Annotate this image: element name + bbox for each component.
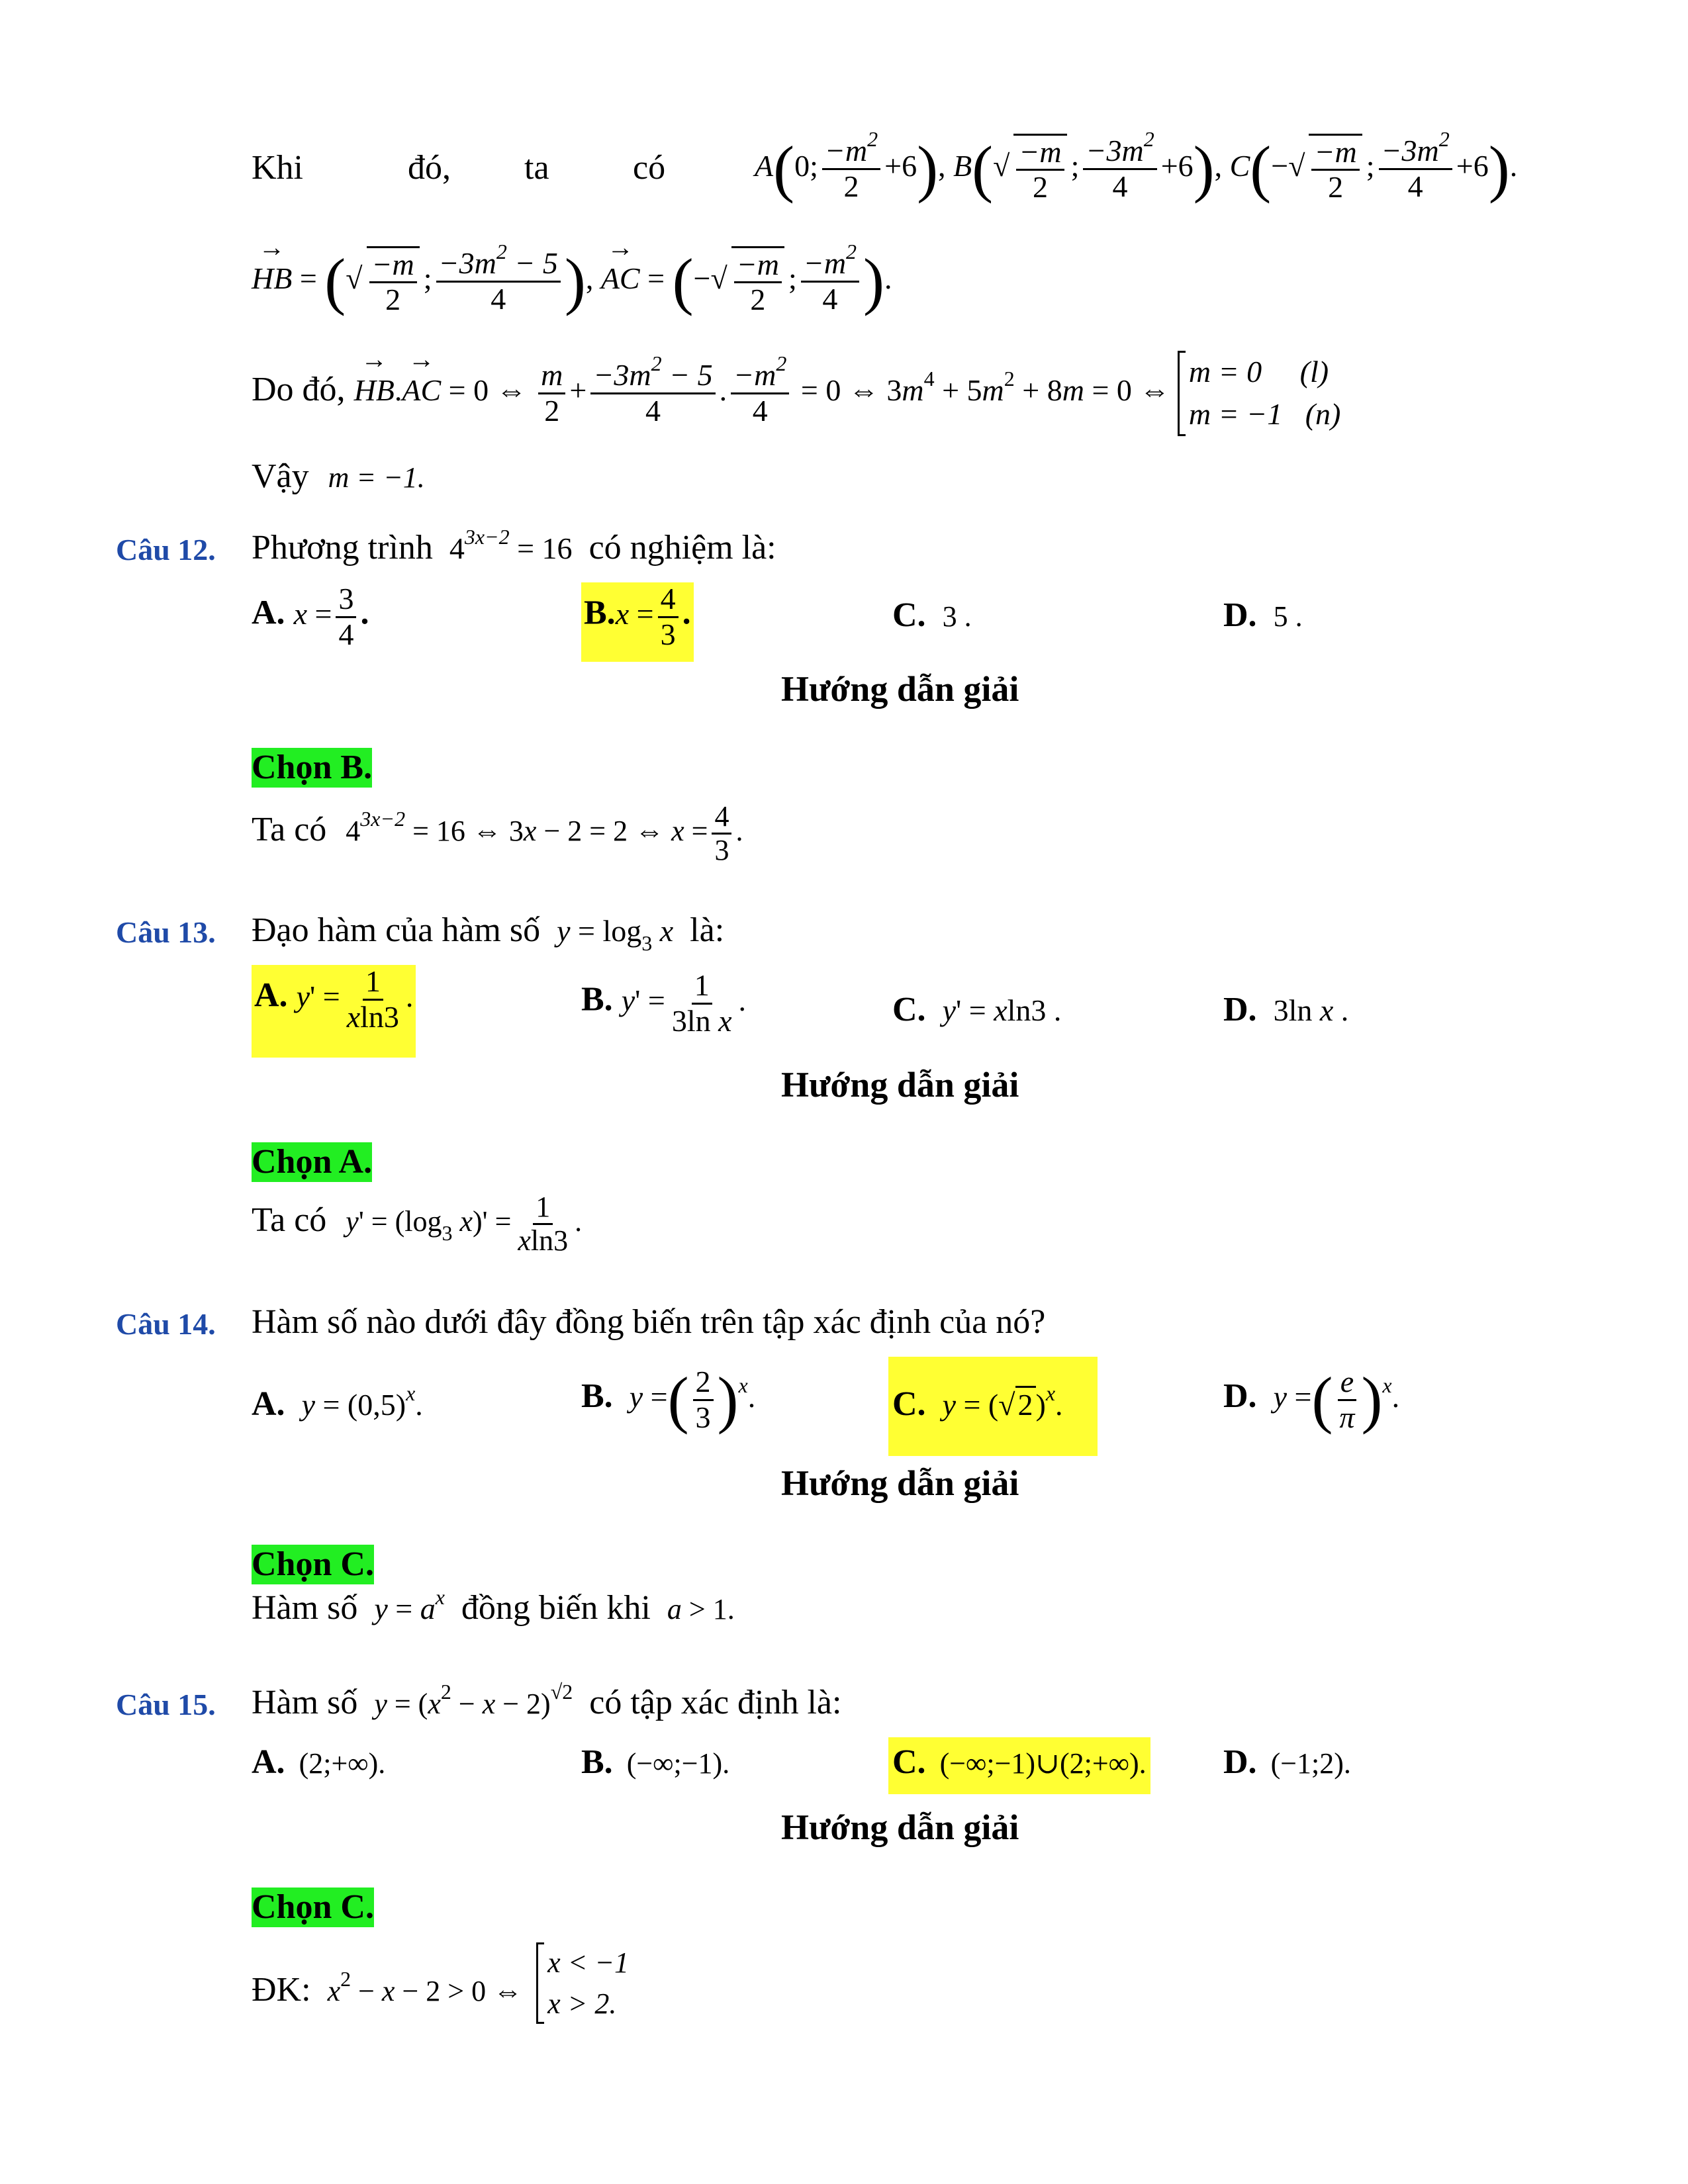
question-13-options (252, 965, 1575, 1058)
option-12-d[interactable]: D. 5 . (1223, 596, 1303, 634)
question-15-options (252, 1737, 1575, 1797)
chosen-answer-14: Chọn C. (252, 1545, 374, 1583)
question-15-label: Câu 15. (116, 1688, 216, 1721)
guide-heading-15: Hướng dẫn giải (781, 1807, 1019, 1847)
prev-line-1 (252, 127, 1575, 218)
chosen-answer-13: Chọn A. (252, 1143, 373, 1181)
question-15-text: Hàm số (252, 1684, 358, 1721)
word-khi: Khi (252, 149, 303, 187)
question-13-label: Câu 13. (116, 915, 216, 949)
question-12-text: Phương trình (252, 529, 433, 567)
option-13-d[interactable]: D. 3ln x . (1223, 991, 1349, 1028)
solution-2: m = −1 (1188, 397, 1283, 432)
vay-expression: m = −1. (328, 461, 425, 494)
word-ta: ta (524, 149, 549, 187)
solution-1-tag: (l) (1299, 355, 1329, 388)
condition-case-2: x > 2. (547, 1987, 617, 2020)
chosen-answer-12: Chọn B. (252, 749, 373, 786)
option-14-b[interactable]: B. y =( $\frac{2}{3}$ )$^x$. (581, 1364, 756, 1435)
option-12-a[interactable]: A. x = $\frac{3}{4}$ . (252, 582, 369, 651)
option-14-c[interactable]: C. $y = (√2)^x$. (888, 1357, 1098, 1456)
option-12-b[interactable]: B.x = $\frac{4}{3}$ . (581, 582, 694, 662)
solution-14: Hàm số $y = a^x$ đồng biến khi a > 1. (252, 1585, 735, 1627)
question-12-tail: có nghiệm là: (588, 529, 776, 567)
option-15-b[interactable]: B. (−∞;−1). (581, 1743, 730, 1781)
option-12-c[interactable]: C. 3 . (892, 596, 972, 634)
prev-line-3: Do đó, HB →.AC → = 0 ⇔ $\frac{m}{2}$ + $\frac{-3m^2 - 5}{4}$ . $\frac{-m^2}{4}$ = 0 ⇔ $3m^4 + 5m^2 + 8m = 0$ ⇔ m = 0 (l) m = −1 (n) (252, 351, 1340, 436)
chosen-answer-15: Chọn C. (252, 1888, 374, 1926)
question-12-label: Câu 12. (116, 533, 216, 567)
vay-label: Vậy (252, 457, 309, 495)
word-do: đó, (408, 149, 451, 187)
question-13: Câu 13. Đạo hàm của hàm số $y = \log_3 x$ là: (116, 911, 725, 955)
option-13-c[interactable]: C. y' = xln3 . (892, 991, 1062, 1028)
vector-hb: HB → (252, 261, 292, 296)
condition-case-1: x < −1 (547, 1946, 630, 1979)
prev-line-2: HB → = (√ $\frac{-m}{2}$ ; $\frac{-3m^2 - 5}{4}$ ), AC → = (−√ $\frac{-m}{2}$ ; $\frac{-m^2}{4}$ ). (252, 245, 892, 318)
option-15-d[interactable]: D. (−1;2). (1223, 1743, 1351, 1781)
word-co: có (633, 149, 666, 187)
guide-heading-14: Hướng dẫn giải (781, 1463, 1019, 1503)
question-14 (116, 1303, 1046, 1343)
question-14-options (252, 1357, 1575, 1456)
solution-13: Ta có $y' = (\log_3$ x)' = $\frac{1}{xln3}$ . (252, 1191, 583, 1257)
prev-line-4 (252, 457, 425, 496)
question-13-tail: là: (690, 911, 725, 949)
solution-1: m = 0 (1188, 355, 1262, 388)
option-13-a[interactable]: A. y' = $\frac{1}{xln3}$ . (252, 965, 416, 1058)
option-13-b[interactable]: B. y' = $\frac{1}{\text{3ln x}}$ . (581, 968, 747, 1038)
guide-heading-12: Hướng dẫn giải (781, 669, 1019, 709)
question-15-tail: có tập xác định là: (589, 1684, 842, 1721)
condition-bracket (536, 1942, 629, 2024)
question-13-text: Đạo hàm của hàm số (252, 911, 541, 949)
vector-ac: AC → (601, 261, 640, 296)
solution-2-tag: (n) (1305, 397, 1341, 432)
do-do-label: Do đó, (252, 370, 346, 408)
question-14-text: Hàm số nào dưới đây đồng biến trên tập xác định của nó? (252, 1303, 1046, 1341)
question-15: Câu 15. Hàm số $y = (x^2 - x - 2)^{√2}$ có tập xác định là: (116, 1680, 842, 1721)
option-15-c[interactable]: C. (−∞;−1)∪(2;+∞). (888, 1737, 1150, 1794)
option-15-a[interactable]: A. (2;+∞). (252, 1743, 386, 1781)
question-12: Câu 12. Phương trình $4^{3x-2} = 16$ có nghiệm là: (116, 525, 776, 567)
question-12-options (252, 582, 1575, 662)
solution-15: ĐK: $_{x^2 - x - 2 > 0 \Leftrightarrow}$ x < −1 x > 2. (252, 1942, 629, 2024)
guide-heading-13: Hướng dẫn giải (781, 1065, 1019, 1105)
option-14-d[interactable]: D. y =( $\frac{e}{\pi}$ )$^x$. (1223, 1364, 1400, 1435)
question-14-label: Câu 14. (116, 1307, 216, 1341)
solution-bracket (1178, 351, 1340, 436)
solution-12: Ta có $4^{3x-2} = 16$ ⇔ 3x − 2 = 2 ⇔ x = $\frac{4}{3}$ . (252, 800, 743, 867)
option-14-a[interactable]: A. $y = (0,5)^x$. (252, 1381, 423, 1423)
points-expression: A(0; $\frac{-m^2}{2}$ +6), B(√ $\frac{-m}{2}$ ; $\frac{-3m^2}{4}$ +6), C(−√ $\frac{-m}{2}$ ; $\frac{-3m^2}{4}$ +6). (755, 127, 1518, 205)
